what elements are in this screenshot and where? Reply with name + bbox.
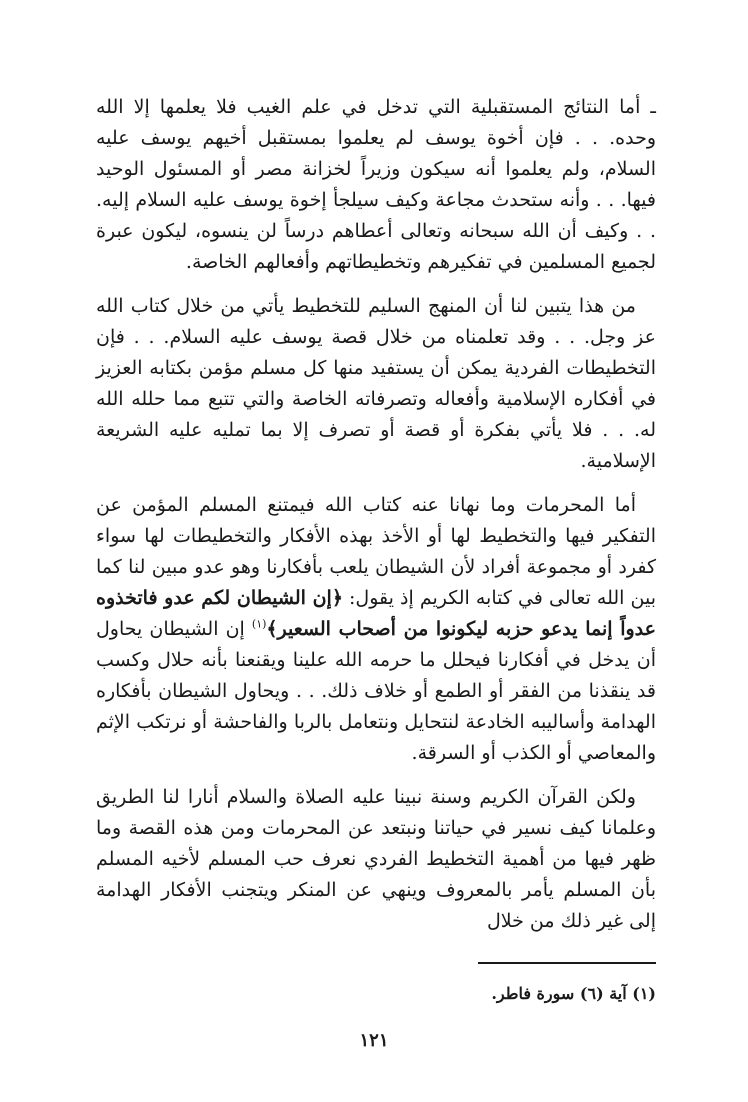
paragraph-2: من هذا يتبين لنا أن المنهج السليم للتخطيط يأتي من خلال كتاب الله عز وجل. . . وقد تعلمناه من خلال قصة يوسف عليه السلام. . . فإن التخطيطات الفردية يمكن أن يستفيد منها كل مسلم مؤمن بكتابه العزيز في أفكاره الإسلامية وأفعاله وتصرفاته الخاصة والتي تتبع مما حلله الله له. . . فلا يأتي بفكرة أو قصة أو تصرف إلا بما تمليه عليه الشريعة الإسلامية. xyxy=(96,295,656,472)
paragraph-3 xyxy=(96,490,656,769)
paragraph-3-rest: إن الشيطان يحاول أن يدخل في أفكارنا فيحلل ما حرمه الله علينا ويقنعنا بأنه حلال وكسب قد ينقذنا من الفقر أو الطمع أو خلاف ذلك. . . ويحاول الشيطان بأفكاره الهدامة وأساليبه الخادعة لنتحايل ونتعامل بالربا والفاحشة أو نرتكب الإثم والمعاصي أو الكذب أو السرقة. xyxy=(96,618,656,764)
paragraph-4: ولكن القرآن الكريم وسنة نبينا عليه الصلاة والسلام أنارا لنا الطريق وعلمانا كيف نسير في حياتنا ونبتعد عن المحرمات ومن هذه القصة وما ظهر فيها من أهمية التخطيط الفردي نعرف حب المسلم لأخيه المسلم بأن المسلم يأمر بالمعروف وينهي عن المنكر ويتجنب الأفكار الهدامة إلى غير ذلك من خلال xyxy=(96,786,656,932)
paragraph-3-intro: أما المحرمات وما نهانا عنه كتاب الله فيمتنع المسلم المؤمن عن التفكير فيها والتخطيط لها أو الأخذ بهذه الأفكار والتخطيطات لها سواء كفرد أو مجموعة أفراد لأن الشيطان يلعب بأفكارنا وهو عدو مبين لنا كما بين الله تعالى في كتابه الكريم إذ يقول: xyxy=(96,494,656,609)
body-text xyxy=(96,92,656,950)
paragraph-1: ـ أما النتائج المستقبلية التي تدخل في علم الغيب فلا يعلمها إلا الله وحده. . . فإن أخوة يوسف لم يعلموا بمستقبل أخيهم يوسف عليه السلام، ولم يعلموا أنه سيكون وزيراً لخزانة مصر أو المسئول الوحيد فيها. . . وأنه ستحدث مجاعة وكيف سيلجأ إخوة يوسف عليه السلام إليه. . . وكيف أن الله سبحانه وتعالى أعطاهم درساً لن ينسوه، ليكون عبرة لجميع المسلمين في تفكيرهم وتخطيطاتهم وأفعالهم الخاصة. xyxy=(96,96,656,273)
footnote-divider xyxy=(478,962,656,964)
footnote-marker[interactable]: (١) xyxy=(251,617,267,631)
quran-verse: ﴿إن الشيطان لكم عدو فاتخذوه عدواً إنما يدعو حزبه ليكونوا من أصحاب السعير﴾ xyxy=(96,587,656,640)
page-number: ١٢١ xyxy=(359,1030,389,1051)
footnote: (١) آية (٦) سورة فاطر. xyxy=(491,984,656,1003)
